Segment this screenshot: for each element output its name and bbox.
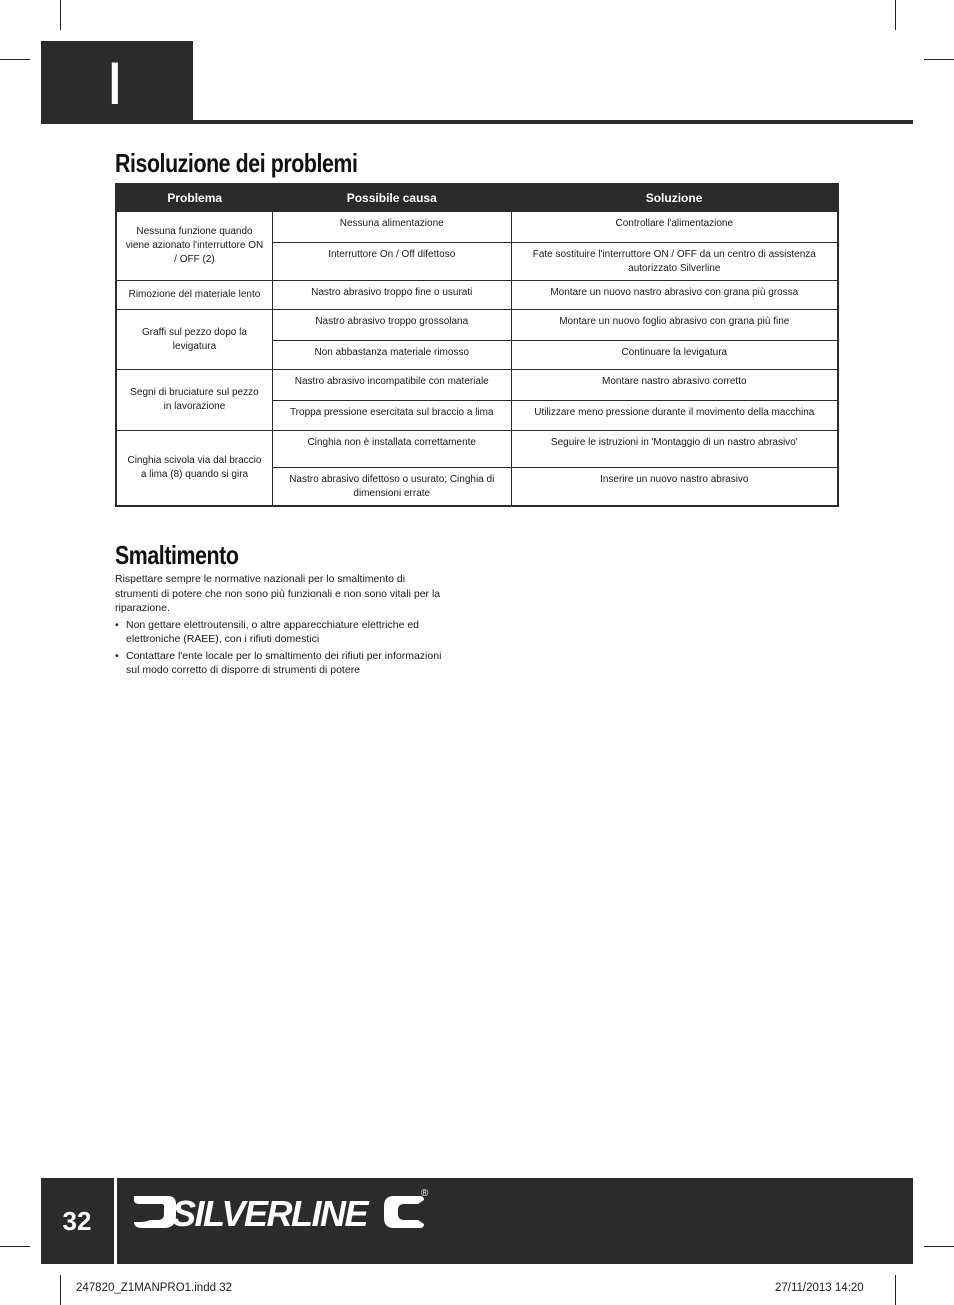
solution-cell: Continuare la levigatura (511, 341, 838, 370)
troubleshooting-title: Risoluzione dei problemi (115, 148, 358, 178)
brand-wordmark: SILVERLINE (172, 1193, 368, 1234)
solution-cell: Montare un nuovo nastro abrasivo con grana più grossa (511, 281, 838, 310)
table-row (116, 431, 838, 468)
footer-divider (114, 1178, 117, 1264)
solution-cell: Montare nastro abrasivo corretto (511, 370, 838, 401)
column-header-cause: Possibile causa (272, 184, 511, 212)
language-letter: I (109, 50, 121, 117)
crop-mark (895, 0, 896, 30)
silverline-logo (128, 1186, 433, 1238)
list-item-text: Contattare l'ente locale per lo smaltimento dei rifiuti per informazioni sul modo corretto di disporre di strumenti di potere (126, 649, 442, 676)
registered-mark: ® (421, 1188, 429, 1199)
slug-date: 27/11/2013 14:20 (775, 1282, 864, 1294)
list-item-text: Non gettare elettroutensili, o altre apparecchiature elettriche ed elettroniche (RAEE), con i rifiuti domestici (126, 618, 420, 645)
bullet-icon: • (115, 649, 119, 662)
cause-cell: Troppa pressione esercitata sul braccio a lima (272, 401, 511, 431)
crop-mark (60, 0, 61, 30)
language-tab (41, 41, 193, 123)
crop-mark (895, 1275, 896, 1305)
solution-cell: Seguire le istruzioni in 'Montaggio di un nastro abrasivo' (511, 431, 838, 468)
problem-cell: Segni di bruciature sul pezzo in lavorazione (116, 370, 272, 431)
cause-cell: Nastro abrasivo troppo fine o usurati (272, 281, 511, 310)
solution-cell: Utilizzare meno pressione durante il movimento della macchina (511, 401, 838, 431)
solution-cell: Controllare l'alimentazione (511, 212, 838, 243)
cause-cell: Nessuna alimentazione (272, 212, 511, 243)
solution-cell: Inserire un nuovo nastro abrasivo (511, 468, 838, 507)
disposal-intro: Rispettare sempre le normative nazionali per lo smaltimento di strumenti di potere che non sono più funzionali e non sono vitali per la riparazione. (115, 573, 441, 614)
table-row (116, 370, 838, 401)
table-row (116, 310, 838, 341)
cause-cell: Interruttore On / Off difettoso (272, 243, 511, 281)
problem-cell: Graffi sul pezzo dopo la levigatura (116, 310, 272, 370)
table-row (116, 281, 838, 310)
header-rule (41, 120, 913, 124)
solution-cell: Montare un nuovo foglio abrasivo con grana più fine (511, 310, 838, 341)
list-item (115, 618, 445, 647)
cause-cell: Cinghia non è installata correttamente (272, 431, 511, 468)
list-item (115, 649, 445, 678)
problem-cell: Cinghia scivola via dal braccio a lima (8) quando si gira (116, 431, 272, 507)
disposal-list (115, 618, 445, 678)
crop-mark (924, 1246, 954, 1247)
table-header-row (116, 184, 838, 212)
problem-cell: Nessuna funzione quando viene azionato l'interruttore ON / OFF (2) (116, 212, 272, 281)
crop-mark (0, 1246, 30, 1247)
cause-cell: Non abbastanza materiale rimosso (272, 341, 511, 370)
crop-mark (924, 59, 954, 60)
slug-filename: 247820_Z1MANPRO1.indd 32 (76, 1282, 232, 1294)
troubleshooting-table (115, 183, 839, 507)
column-header-solution: Soluzione (511, 184, 838, 212)
crop-mark (60, 1275, 61, 1305)
column-header-problem: Problema (116, 184, 272, 212)
cause-cell: Nastro abrasivo difettoso o usurato; Cinghia di dimensioni errate (272, 468, 511, 507)
problem-cell: Rimozione del materiale lento (116, 281, 272, 310)
disposal-section (115, 572, 445, 680)
solution-cell: Fate sostituire l'interruttore ON / OFF da un centro di assistenza autorizzato Silverline (511, 243, 838, 281)
bullet-icon: • (115, 618, 119, 631)
disposal-title: Smaltimento (115, 540, 239, 570)
table-row (116, 212, 838, 243)
page-number: 32 (62, 1206, 92, 1236)
crop-mark (0, 59, 30, 60)
cause-cell: Nastro abrasivo troppo grossolana (272, 310, 511, 341)
cause-cell: Nastro abrasivo incompatibile con materiale (272, 370, 511, 401)
